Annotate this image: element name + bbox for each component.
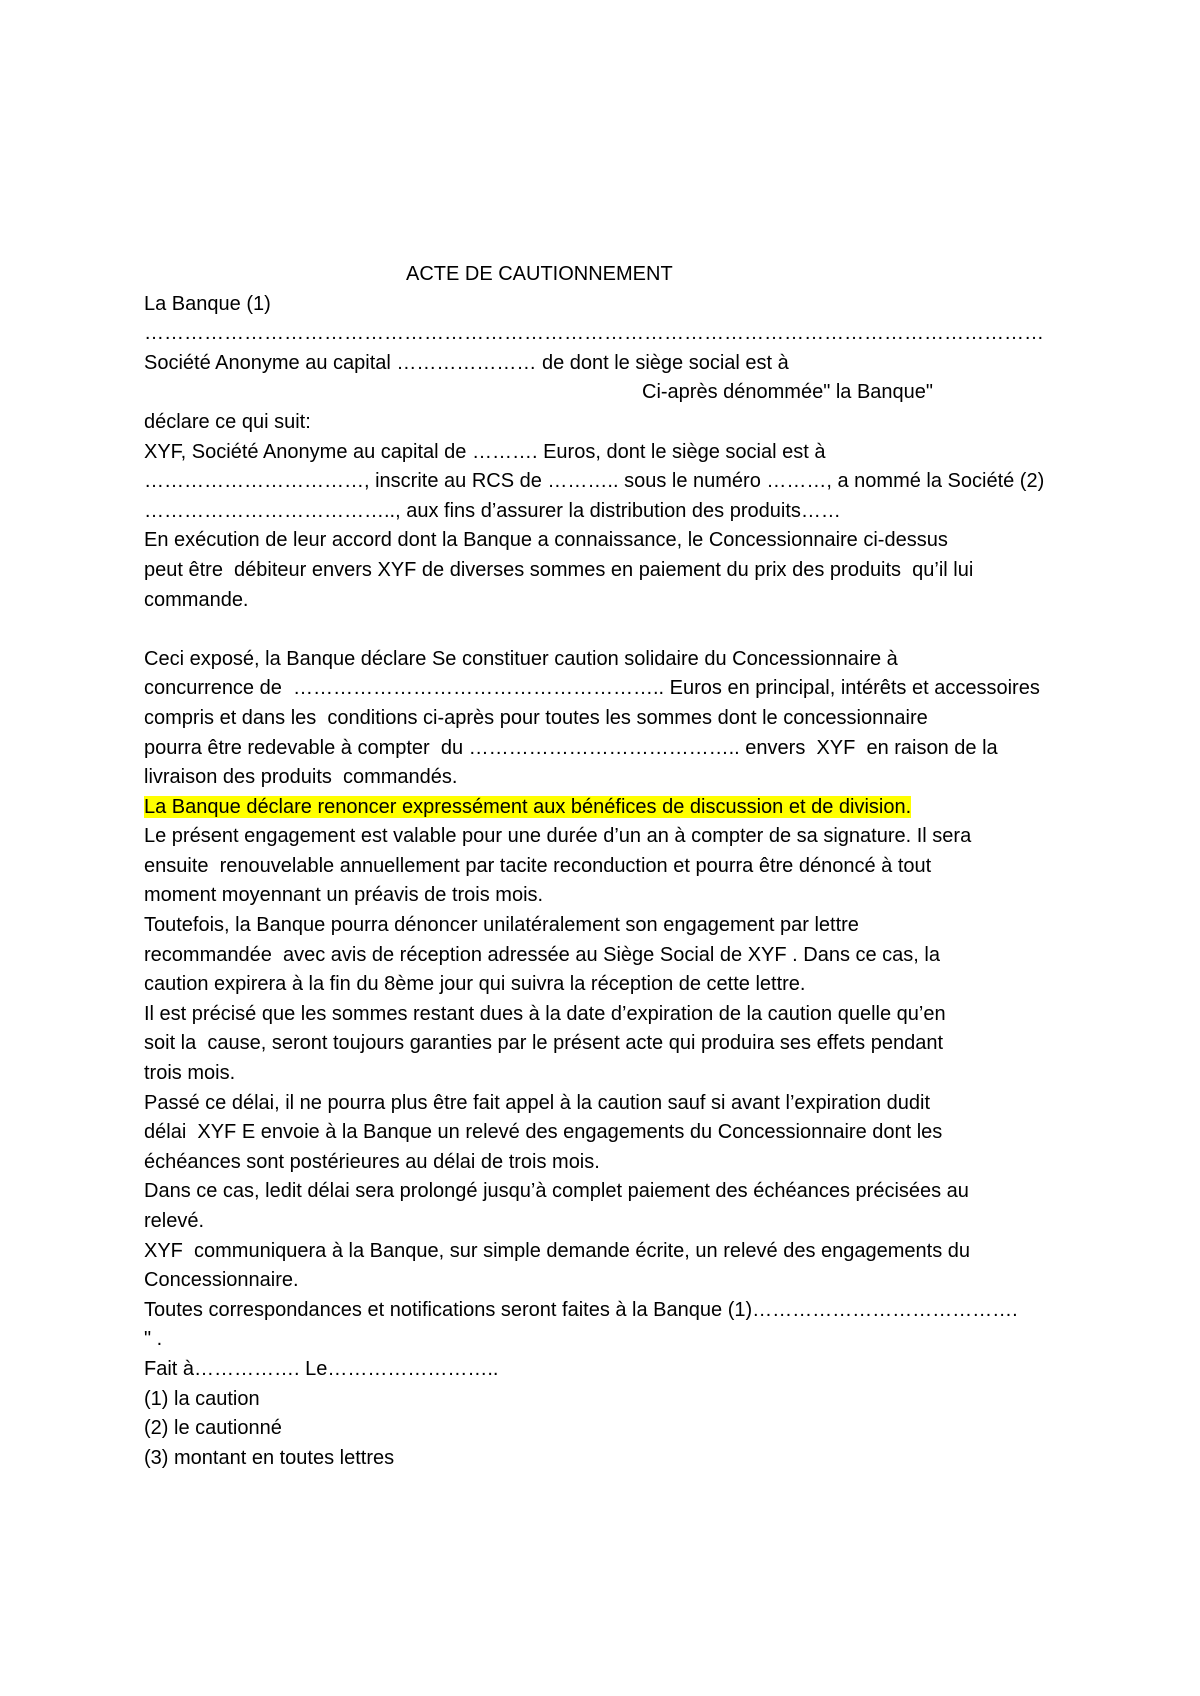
text-line: " . (144, 1328, 163, 1351)
text-line: Passé ce délai, il ne pourra plus être fait appel à la caution sauf si avant l’expiration dudit (144, 1091, 931, 1114)
text-line: Il est précisé que les sommes restant dues à la date d’expiration de la caution quelle qu’en (144, 1002, 946, 1025)
text-line: pourra être redevable à compter du ………………………………….. envers XYF en raison de la (144, 736, 998, 759)
text-line: soit la cause, seront toujours garanties par le présent acte qui produira ses effets pendant (144, 1032, 944, 1055)
text-line: ……………………………….., aux fins d’assurer la distribution des produits…… (144, 499, 841, 522)
text-line: La Banque (1) (144, 292, 271, 315)
text-line: commande. (144, 588, 249, 611)
document-body (144, 260, 1084, 1473)
text-line: moment moyennant un préavis de trois mois. (144, 884, 544, 907)
text-line: échéances sont postérieures au délai de trois mois. (144, 1150, 600, 1173)
text-line: déclare ce qui suit: (144, 410, 311, 433)
footnote: (1) la caution (144, 1387, 260, 1410)
text-line: relevé. (144, 1210, 205, 1232)
highlighted-line-wrapper (144, 793, 1084, 823)
text-line: livraison des produits commandés. (144, 766, 458, 789)
text-line: Toutes correspondances et notifications seront faites à la Banque (1)…………………………………. (144, 1298, 1018, 1321)
text-line: caution expirera à la fin du 8ème jour qui suivra la réception de cette lettre. (144, 973, 806, 996)
text-line: concurrence de ……………………………………………….. Euros en principal, intérêts et accessoires (144, 677, 1040, 700)
text-line: peut être débiteur envers XYF de diverses sommes en paiement du prix des produits qu’il lui (144, 558, 974, 581)
text-line: Ci-après dénommée" la Banque" (642, 381, 934, 404)
signature-place-date: Fait à……………. Le…………………….. (144, 1357, 499, 1380)
text-line: Ceci exposé, la Banque déclare Se constituer caution solidaire du Concessionnaire à (144, 647, 898, 670)
text-line: XYF communiquera à la Banque, sur simple demande écrite, un relevé des engagements du (144, 1239, 971, 1262)
highlighted-clause: La Banque déclare renoncer expressément aux bénéfices de discussion et de division. (144, 795, 912, 818)
text-line: XYF, Société Anonyme au capital de ………. Euros, dont le siège social est à (144, 440, 826, 463)
text-line: Société Anonyme au capital ………………… de dont le siège social est à (144, 351, 789, 374)
text-line: délai XYF E envoie à la Banque un relevé des engagements du Concessionnaire dont les (144, 1121, 943, 1144)
text-line: Toutefois, la Banque pourra dénoncer unilatéralement son engagement par lettre (144, 914, 859, 937)
footnote: (2) le cautionné (144, 1417, 282, 1440)
text-line: Concessionnaire. (144, 1269, 299, 1292)
text-line: Dans ce cas, ledit délai sera prolongé jusqu’à complet paiement des échéances précisées au (144, 1180, 969, 1203)
text-line: ……………………………, inscrite au RCS de ……….. sous le numéro ………, a nommé la Société (2) (144, 470, 1045, 493)
text-line: ……………………………………………………………………………………………………………………… (144, 322, 1044, 345)
paragraph-spacer (144, 615, 1084, 645)
text-line: Le présent engagement est valable pour une durée d’un an à compter de sa signature. Il sera (144, 825, 972, 848)
text-line: trois mois. (144, 1062, 236, 1085)
text-line: compris et dans les conditions ci-après pour toutes les sommes dont le concessionnaire (144, 706, 928, 729)
footnote: (3) montant en toutes lettres (144, 1446, 395, 1469)
document-title: ACTE DE CAUTIONNEMENT (406, 263, 673, 285)
text-line: En exécution de leur accord dont la Banque a connaissance, le Concessionnaire ci-dessus (144, 529, 948, 552)
text-line: ensuite renouvelable annuellement par tacite reconduction et pourra être dénoncé à tout (144, 854, 932, 877)
text-line: recommandée avec avis de réception adressée au Siège Social de XYF . Dans ce cas, la (144, 943, 940, 966)
